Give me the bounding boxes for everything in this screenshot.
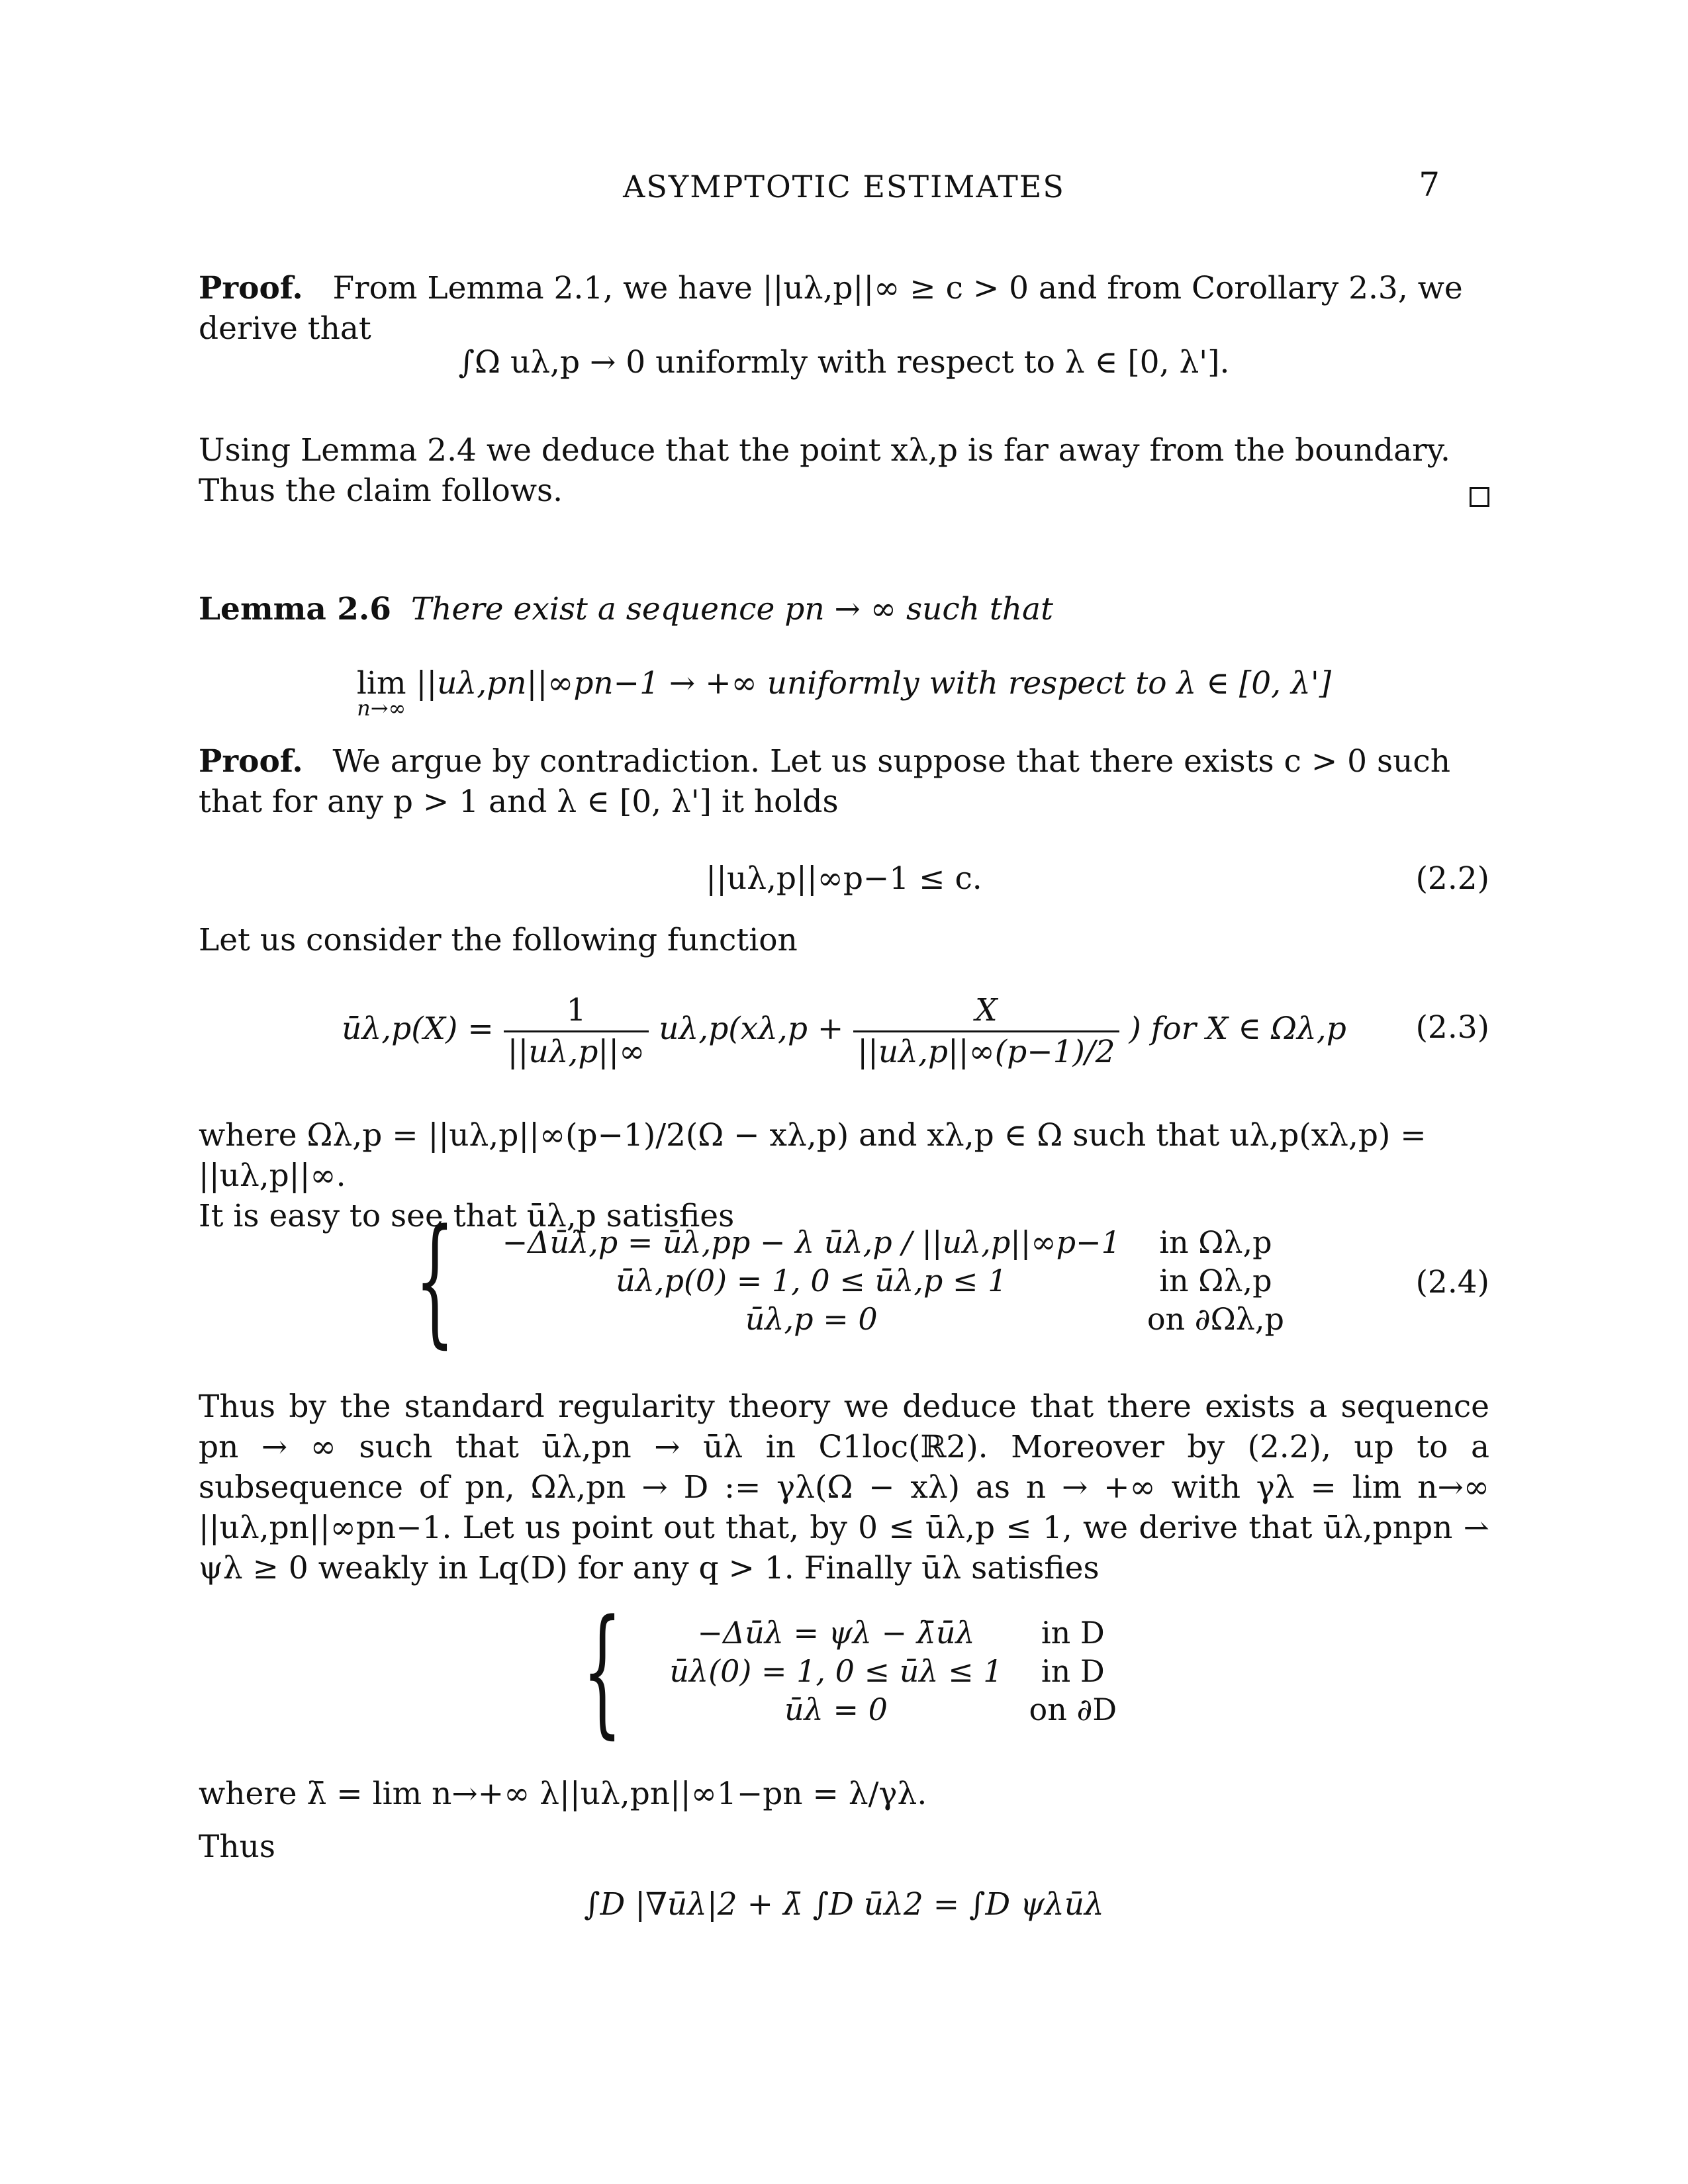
limit-system-table [656, 1614, 1130, 1729]
proof-2-paragraph: Proof. We argue by contradiction. Let us suppose that there exists c > 0 such that for any p > 1 and λ ∈ [0, λ'] it holds [199, 743, 1450, 820]
qed-symbol [1470, 487, 1489, 507]
system-row: −Δūλ,p = ūλ,pp − λ ūλ,p / ||uλ,p||∞p−1 in Ωλ,p [502, 1224, 1272, 1260]
proof-1-paragraph [199, 268, 1489, 349]
final-equation: ∫D |∇ūλ|2 + λ̄ ∫D ūλ2 = ∫D ψλūλ [584, 1886, 1104, 1923]
equation-2-2: ||uλ,p||∞p−1 ≤ c. (2.2) [706, 860, 1489, 897]
system-2-4-table [489, 1223, 1297, 1338]
system-2-4 [199, 1199, 1489, 1363]
consider-function-text: Let us consider the following function [199, 922, 798, 958]
lemma-label: Lemma 2.6 [199, 591, 391, 627]
left-brace: { [414, 1199, 455, 1361]
system-row: ūλ,p = 0 on ∂Ωλ,p [745, 1301, 1284, 1337]
thus-text: Thus [199, 1829, 276, 1865]
equation-number-2-2: (2.2) [1415, 860, 1489, 897]
fraction-2: $\frac{X}{||u\lambda,p||\infty(p-1)/2}$ [853, 991, 1119, 1072]
proof-1-equation-row [199, 344, 1489, 397]
regularity-paragraph: Thus by the standard regularity theory we deduce that there exists a sequence pn → ∞ such that ūλ,pn → ūλ in C1loc(ℝ2). Moreover by (2.2), up to a subsequence of pn, Ωλ,pn → D := γλ(Ω − xλ) as n → +∞ with γλ = lim n→∞ ||uλ,pn||∞pn−1. Let us point out that, by 0 ≤ ūλ,p ≤ 1, we derive that ūλ,pnpn ⇀ ψλ ≥ 0 weakly in Lq(D) for any q > 1. Finally ūλ satisfies [199, 1388, 1489, 1586]
lemma-equation-row [199, 665, 1489, 721]
fraction-1: $\frac{1}{||u\lambda,p||\infty}$ [504, 991, 649, 1072]
equation-number-2-3: (2.3) [1415, 1009, 1489, 1046]
system-row: −Δūλ = ψλ − λ̄ūλ in D [697, 1615, 1105, 1651]
lemma-text: There exist a sequence pn → ∞ such that [410, 591, 1053, 627]
lambda-bar-definition: where λ̄ = lim n→+∞ λ||uλ,pn||∞1−pn = λ/γλ. [199, 1776, 927, 1812]
equation-number-2-4: (2.4) [1415, 1264, 1489, 1300]
page-number: 7 [1419, 165, 1440, 204]
omega-definition: where Ωλ,p = ||uλ,p||∞(p−1)/2(Ω − xλ,p) and xλ,p ∈ Ω such that uλ,p(xλ,p) = ||uλ,p||∞. It is easy to see that ūλ,p satisfies [199, 1117, 1427, 1234]
proof-1-equation: ∫Ω uλ,p → 0 uniformly with respect to λ ∈ [0, λ']. [458, 344, 1230, 381]
proof-1-label: Proof. [199, 270, 303, 306]
lemma-equation: lim n→∞ ||uλ,pn||∞pn−1 → +∞ uniformly with respect to λ ∈ [0, λ'] [356, 665, 1332, 721]
equation-2-3: ūλ,p(X) = $\frac{1}{||u\lambda,p||\infty}$ uλ,p(xλ,p + $\frac{X}{||u\lambda,p||\infty(p-1)/2}$ ) for X ∈ Ωλ,p (2.3) [199, 979, 1489, 1079]
system-row: ūλ,p(0) = 1, 0 ≤ ūλ,p ≤ 1 in Ωλ,p [616, 1263, 1272, 1298]
running-title: ASYMPTOTIC ESTIMATES [623, 169, 1065, 205]
proof-1-text: From Lemma 2.1, we have ||uλ,p||∞ ≥ c > 0 and from Corollary 2.3, we derive that [199, 270, 1463, 347]
lemma-limit: lim n→∞ [356, 665, 406, 721]
proof-2-label: Proof. [199, 743, 303, 780]
system-row: ūλ(0) = 1, 0 ≤ ūλ ≤ 1 in D [669, 1653, 1105, 1689]
left-brace: { [582, 1590, 622, 1752]
lemma-statement [199, 589, 1489, 629]
system-row: ūλ = 0 on ∂D [784, 1692, 1117, 1727]
proof-1-conclusion: Using Lemma 2.4 we deduce that the point xλ,p is far away from the boundary. Thus the claim follows. [199, 430, 1489, 511]
limit-system [199, 1590, 1489, 1754]
